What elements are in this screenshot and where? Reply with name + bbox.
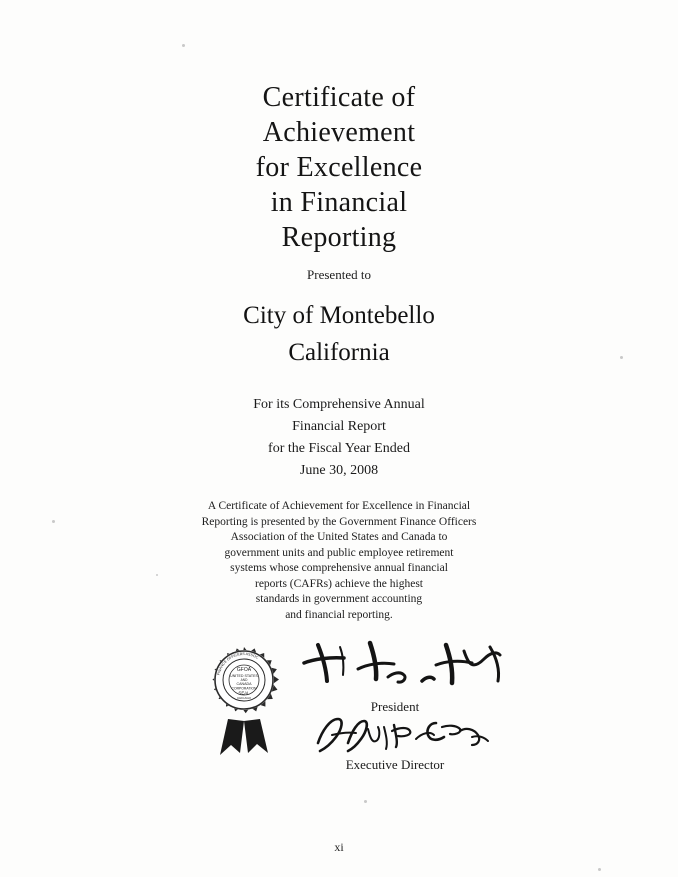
body-line-6: reports (CAFRs) achieve the highest [255,577,423,590]
executive-director-label: Executive Director [345,757,445,772]
signature-area [0,637,678,797]
certificate-body [0,499,678,623]
president-label: President [370,699,420,714]
paper-speck [364,800,367,803]
award-reason-line-3: for the Fiscal Year Ended [268,441,410,456]
title-line-3: for Excellence [255,152,423,183]
title-line-5: Reporting [281,222,397,253]
award-reason-line-4: June 30, 2008 [299,463,379,478]
body-line-4: government units and public employee retirement [224,546,454,559]
recipient-state: California [288,339,390,366]
executive-director-signature [312,713,492,755]
gfoa-seal-icon [198,647,294,757]
body-line-8: and financial reporting. [285,608,393,621]
svg-text:CHICAGO: CHICAGO [236,696,252,700]
title-line-2: Achievement [262,117,416,148]
title-line-4: in Financial [270,187,408,218]
certificate-title [0,80,678,255]
body-line-7: standards in government accounting [255,593,423,605]
svg-text:FINANCE OFFICERS ASSOC: FINANCE OFFICERS ASSOC [216,651,259,676]
award-reason-line-1: For its Comprehensive Annual [253,397,425,412]
body-line-1: A Certificate of Achievement for Excellence in Financial [207,500,471,512]
svg-text:SEAL: SEAL [238,690,250,696]
svg-text:GFOA: GFOA [236,667,252,673]
body-line-5: systems whose comprehensive annual financial [230,562,448,574]
body-line-3: Association of the United States and Canada to [230,531,448,543]
award-reason [0,395,678,481]
svg-text:CORPORATION: CORPORATION [231,686,257,691]
award-reason-line-2: Financial Report [292,419,386,434]
recipient-name: City of Montebello [243,302,435,329]
president-signature [300,637,530,697]
paper-speck [598,868,601,871]
svg-text:AND: AND [240,678,248,682]
title-line-1: Certificate of [262,82,416,113]
svg-text:CANADA: CANADA [236,682,252,686]
svg-text:UNITED STATES: UNITED STATES [230,674,258,678]
body-line-2: Reporting is presented by the Government Finance Officers [201,515,477,528]
presented-to-label: Presented to [307,267,371,282]
page-number: xi [334,840,344,854]
